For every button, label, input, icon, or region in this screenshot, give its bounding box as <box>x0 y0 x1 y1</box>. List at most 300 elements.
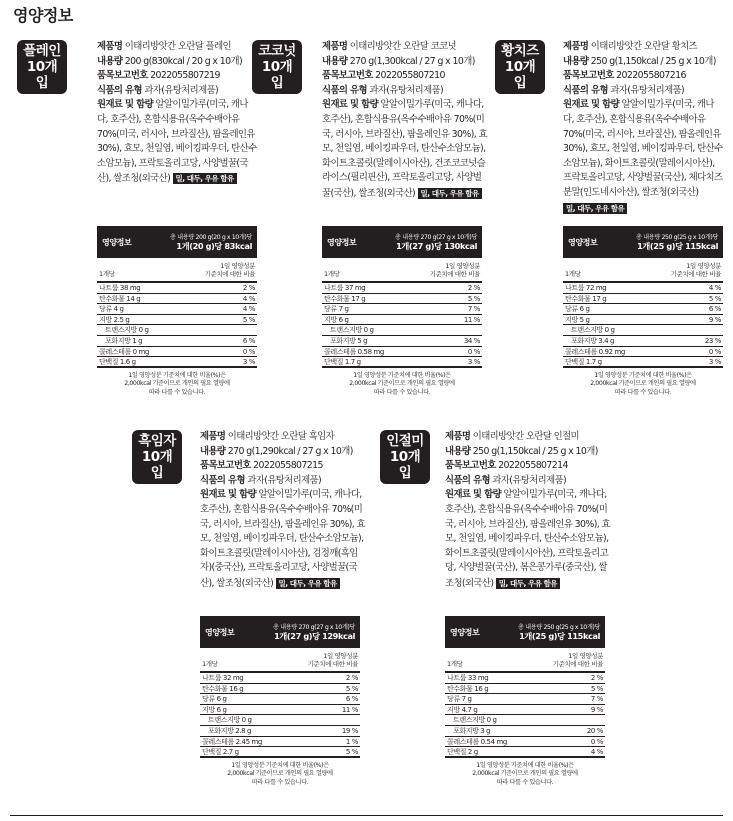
nutrition-header <box>200 616 360 648</box>
footnote-line: 1일 영양성분 기준치에 대한 비율(%)은 <box>231 761 329 769</box>
footnote-line: 1일 영양성분 기준치에 대한 비율(%)은 <box>353 371 451 379</box>
nutrition-header <box>563 226 723 258</box>
nutrient-amount: 0 g <box>486 716 497 725</box>
nutrient-percent: 6 % <box>345 695 358 704</box>
nutrition-table <box>200 616 360 787</box>
nutrient-name: 탄수화물 <box>99 294 125 303</box>
report-no-label: 품목보고번호 <box>97 70 148 82</box>
per-piece-kcal: 1개(20 g)당 83kcal <box>176 241 252 251</box>
footnote-line: 따라 다를 수 있습니다. <box>251 778 309 786</box>
nutrition-footnote <box>200 762 360 788</box>
serving-label: 1개당 <box>324 270 340 278</box>
footnote-line: 2,000kcal 기준이므로 개인의 필요 열량에 <box>124 380 230 388</box>
nutrient-name: 콜레스테롤 <box>202 737 234 746</box>
food-type-label: 식품의 유형 <box>322 84 367 96</box>
nutrient-name: 탄수화물 <box>447 684 473 693</box>
nutrient-row <box>200 694 360 705</box>
nutrient-rows <box>322 283 482 368</box>
nutrient-amount: 6 g <box>338 315 349 324</box>
nutrient-row <box>97 347 257 358</box>
nutrient-name: 포화지방 <box>453 726 479 735</box>
nutrient-percent: 5 % <box>708 294 721 303</box>
nutrient-row <box>563 283 723 294</box>
product-info <box>322 40 487 202</box>
nutrient-row <box>322 325 482 336</box>
net-content: 270 g(1,290kcal / 27 g x 10개) <box>227 445 353 457</box>
net-content-label: 내용량 <box>97 55 123 67</box>
nutrient-name: 지방 <box>99 315 112 324</box>
nutrient-amount: 1.7 g <box>344 358 361 367</box>
nutrient-name: 지방 <box>324 315 337 324</box>
nutrition-subheader <box>322 258 482 283</box>
nutrient-percent: 4 % <box>708 284 721 292</box>
nutrient-amount: 38 mg <box>119 284 141 292</box>
report-no: 2022055807216 <box>616 70 686 82</box>
nutrient-percent: 0 % <box>590 737 603 746</box>
nutrient-name-amount <box>202 673 243 683</box>
nutrition-subheader <box>445 648 605 673</box>
badge-count: 10개입 <box>261 59 293 91</box>
nutrient-percent: 7 % <box>467 305 480 314</box>
report-no-label: 품목보고번호 <box>200 460 251 472</box>
food-type-label: 식품의 유형 <box>97 84 142 96</box>
badge-count: 10개입 <box>504 59 536 91</box>
report-no: 2022055807215 <box>253 460 323 472</box>
nutrient-percent: 9 % <box>708 315 721 324</box>
nutrient-name-amount <box>330 325 374 335</box>
badge-count: 10개입 <box>389 449 421 481</box>
nutrient-amount: 7 g <box>461 695 472 704</box>
nutrient-amount: 3.4 g <box>598 336 615 345</box>
nutrient-row <box>200 747 360 758</box>
product-name: 이태리방앗간 오란달 흑임자 <box>227 431 335 442</box>
nutrient-name-amount <box>105 325 149 335</box>
nutrient-name-amount <box>105 336 142 346</box>
dv-header-1: 1일 영양성분 <box>220 262 255 270</box>
footnote-line: 따라 다를 수 있습니다. <box>373 388 431 396</box>
nutrient-amount: 0 g <box>241 716 252 725</box>
nutrition-subheader <box>97 258 257 283</box>
nutrient-name-amount <box>99 294 140 304</box>
dv-header-1: 1일 영양성분 <box>568 652 603 660</box>
nutrient-name: 포화지방 <box>208 726 234 735</box>
badge-flavor: 인절미 <box>386 433 424 449</box>
footnote-line: 1일 영양성분 기준치에 대한 비율(%)은 <box>476 761 574 769</box>
nutrition-table <box>97 226 257 397</box>
nutrition-footnote <box>322 372 482 398</box>
nutrient-amount: 4 g <box>113 305 124 314</box>
nutrient-amount: 0 mg <box>132 347 149 356</box>
nutrient-percent: 6 % <box>242 336 255 345</box>
product-name-label: 제품명 <box>445 431 471 442</box>
nutrient-percent: 5 % <box>345 684 358 693</box>
serving-label: 1개당 <box>447 660 463 668</box>
nutrient-name-amount <box>202 747 239 756</box>
product-name-label: 제품명 <box>563 41 589 52</box>
nutrient-row <box>322 357 482 368</box>
footnote-line: 따라 다를 수 있습니다. <box>496 778 554 786</box>
dv-header-1: 1일 영양성분 <box>445 262 480 270</box>
ingredients: 알알이밀가루(미국, 캐나다, 호주산), 혼합식용유(옥수수배아유 70%(미국, 러시아, 브라질산), 팜올레인유 30%), 효모, 천일염, 베이킹파우더, 탄산수소암모늄), 화이트초콜릿(말레이시아산), 건조코코넛슬라이스(필리핀산), 프락토올리고당, 사양벌꿀(국산), 쌀조청(외국산) <box>322 99 487 199</box>
badge-count: 10개입 <box>141 449 173 481</box>
food-type-label: 식품의 유형 <box>200 474 245 486</box>
nutrient-percent: 9 % <box>590 705 603 714</box>
report-no-label: 품목보고번호 <box>445 460 496 472</box>
nutrient-row <box>445 715 605 726</box>
footnote-line: 1일 영양성분 기준치에 대한 비율(%)은 <box>594 371 692 379</box>
food-type: 과자(유탕처리제품) <box>610 84 685 96</box>
nutrient-name: 단백질 <box>99 358 119 367</box>
nutrient-rows <box>97 283 257 368</box>
nutrient-name: 당류 <box>447 695 460 704</box>
per-piece-kcal: 1개(25 g)당 115kcal <box>519 631 600 641</box>
nutrient-amount: 14 g <box>126 294 141 303</box>
nutrition-header <box>445 616 605 648</box>
nutrient-name-amount <box>99 347 149 357</box>
product-name-label: 제품명 <box>97 41 123 52</box>
ingredients: 알알이밀가루(미국, 캐나다, 호주산), 혼합식용유(옥수수배아유 70%(미국, 러시아, 브라질산), 팜올레인유 30%), 효모, 천일염, 베이킹파우더, 탄산수소암모늄), 프락토올리고당, 사양벌꿀(국산), 쌀조청(외국산) <box>97 99 257 185</box>
ingredients: 알알이밀가루(미국, 캐나다, 호주산), 혼합식용유(옥수수배아유 70%(미국, 러시아, 브라질산), 팜올레인유 30%), 효모, 천일염, 베이킹파우더, 탄산수소암모늄), 화이트초콜릿(말레이시아산), 프락토올리고당, 사양벌꿀(국산), 볶은콩가루(중국산), 쌀조청(외국산) <box>445 489 610 589</box>
nutrient-row <box>563 304 723 315</box>
report-no: 2022055807210 <box>375 70 445 82</box>
page-title: 영양정보 <box>13 6 73 25</box>
nutrient-amount: 2 g <box>467 748 478 757</box>
nutrient-percent: 3 % <box>708 358 721 367</box>
nutrient-row <box>200 684 360 695</box>
nutrient-row <box>445 705 605 716</box>
nutrition-title: 영양정보 <box>205 627 235 637</box>
nutrition-title: 영양정보 <box>327 237 357 247</box>
nutrition-table <box>445 616 605 787</box>
product-badge <box>252 40 302 94</box>
nutrient-name: 나트륨 <box>447 674 467 682</box>
nutrient-name-amount <box>565 283 606 293</box>
dv-header-2: 기준치에 대한 비율 <box>670 270 721 278</box>
dv-header-2: 기준치에 대한 비율 <box>204 270 255 278</box>
nutrient-row <box>445 673 605 684</box>
nutrition-header <box>322 226 482 258</box>
net-content: 250 g(1,150kcal / 25 g x 10개) <box>590 55 716 67</box>
badge-count: 10개입 <box>26 59 58 91</box>
nutrient-row <box>563 325 723 336</box>
badge-flavor: 코코넛 <box>258 43 296 59</box>
nutrient-name-amount <box>565 347 625 357</box>
nutrient-name-amount <box>99 304 124 314</box>
nutrient-name: 콜레스테롤 <box>447 737 479 746</box>
allergen-badge: 밀, 대두, 우유 함유 <box>563 203 627 214</box>
nutrient-amount: 4.7 g <box>461 705 478 714</box>
net-content-label: 내용량 <box>445 445 471 457</box>
footnote-line: 따라 다를 수 있습니다. <box>614 388 672 396</box>
net-content: 250 g(1,150kcal / 25 g x 10개) <box>472 445 598 457</box>
nutrient-name: 트랜스지방 <box>453 716 485 725</box>
nutrient-row <box>200 715 360 726</box>
nutrient-percent: 3 % <box>242 358 255 367</box>
serving-label: 1개당 <box>99 270 115 278</box>
nutrient-name: 나트륨 <box>565 284 585 292</box>
ingredients: 알알이밀가루(미국, 캐나다, 호주산), 혼합식용유(옥수수배아유 70%(미국, 러시아, 브라질산), 팜올레인유 30%), 효모, 천일염, 베이킹파우더, 탄산수소암모늄), 화이트초콜릿(말레이시아산), 검정깨(흑임자)(중국산), 프락토올리고당, 사양벌꿀(국산), 쌀조청(외국산) <box>200 489 365 589</box>
badge-flavor: 흑임자 <box>138 433 176 449</box>
dv-header-2: 기준치에 대한 비율 <box>307 660 358 668</box>
nutrient-amount: 17 g <box>351 294 366 303</box>
ingredients-label: 원재료 및 함량 <box>97 99 154 111</box>
nutrient-name-amount <box>571 336 614 346</box>
badge-flavor: 황치즈 <box>501 43 539 59</box>
product-name: 이태리방앗간 오란달 황치즈 <box>590 41 698 52</box>
product-badge <box>380 430 430 484</box>
nutrient-row <box>97 283 257 294</box>
product-name: 이태리방앗간 오란달 인절미 <box>472 431 580 442</box>
nutrient-amount: 1 g <box>132 336 143 345</box>
nutrient-amount: 2.7 g <box>222 748 239 757</box>
nutrient-name: 콜레스테롤 <box>99 347 131 356</box>
nutrient-percent: 5 % <box>590 684 603 693</box>
nutrient-percent: 11 % <box>341 705 358 714</box>
nutrient-name-amount <box>208 715 252 725</box>
total-content: 총 내용량 200 g(20 g x 10개)당 <box>170 234 252 241</box>
nutrient-percent: 34 % <box>463 336 480 345</box>
nutrient-percent: 20 % <box>586 726 603 735</box>
serving-label: 1개당 <box>565 270 581 278</box>
nutrient-name-amount <box>202 684 243 694</box>
ingredients-label: 원재료 및 함량 <box>563 99 620 111</box>
nutrient-amount: 3 g <box>480 726 491 735</box>
food-type: 과자(유탕처리제품) <box>492 474 567 486</box>
nutrient-amount: 37 mg <box>344 284 366 292</box>
nutrient-row <box>200 737 360 748</box>
nutrient-name-amount <box>453 726 490 736</box>
ingredients-label: 원재료 및 함량 <box>445 489 502 501</box>
nutrient-percent: 0 % <box>708 347 721 356</box>
nutrient-amount: 7 g <box>338 305 349 314</box>
allergen-badge: 밀, 대두, 우유 함유 <box>276 578 340 589</box>
nutrient-row <box>563 315 723 326</box>
net-content-label: 내용량 <box>200 445 226 457</box>
nutrient-percent: 4 % <box>242 294 255 303</box>
nutrition-table <box>322 226 482 397</box>
dv-header-2: 기준치에 대한 비율 <box>429 270 480 278</box>
nutrient-name-amount <box>453 715 497 725</box>
product-name-label: 제품명 <box>322 41 348 52</box>
nutrient-amount: 72 mg <box>585 284 607 292</box>
food-type: 과자(유탕처리제품) <box>144 84 219 96</box>
product-badge <box>17 40 67 94</box>
nutrient-name: 트랜스지방 <box>105 326 137 335</box>
nutrition-header <box>97 226 257 258</box>
nutrient-row <box>200 673 360 684</box>
nutrient-name-amount <box>565 294 606 304</box>
nutrient-row <box>97 357 257 368</box>
per-piece-kcal: 1개(27 g)당 129kcal <box>274 631 355 641</box>
nutrient-percent: 2 % <box>345 674 358 682</box>
nutrient-row <box>445 684 605 695</box>
nutrient-amount: 2.5 g <box>113 315 130 324</box>
nutrient-row <box>97 336 257 347</box>
nutrient-row <box>322 347 482 358</box>
allergen-badge: 밀, 대두, 우유 함유 <box>173 173 237 184</box>
nutrient-name-amount <box>324 294 365 304</box>
nutrient-name-amount <box>565 304 590 314</box>
nutrient-name: 지방 <box>202 705 215 714</box>
nutrient-name: 나트륨 <box>202 674 222 682</box>
nutrient-name: 당류 <box>565 305 578 314</box>
nutrient-percent: 4 % <box>590 748 603 757</box>
nutrient-row <box>97 325 257 336</box>
report-no-label: 품목보고번호 <box>563 70 614 82</box>
nutrient-row <box>322 336 482 347</box>
nutrient-percent: 5 % <box>467 294 480 303</box>
nutrient-row <box>445 726 605 737</box>
nutrient-row <box>563 357 723 368</box>
nutrient-name-amount <box>330 336 367 346</box>
nutrient-percent: 0 % <box>467 347 480 356</box>
nutrient-name-amount <box>99 315 129 325</box>
per-piece-kcal: 1개(25 g)당 115kcal <box>637 241 718 251</box>
footnote-line: 2,000kcal 기준이므로 개인의 필요 열량에 <box>227 770 333 778</box>
nutrient-amount: 0.58 mg <box>357 347 384 356</box>
nutrient-percent: 2 % <box>242 284 255 292</box>
nutrient-row <box>322 304 482 315</box>
nutrient-amount: 0.92 mg <box>598 347 625 356</box>
allergen-badge: 밀, 대두, 우유 함유 <box>496 578 560 589</box>
total-content: 총 내용량 250 g(25 g x 10개)당 <box>518 624 600 631</box>
product-info <box>563 40 723 216</box>
allergen-badge: 밀, 대두, 우유 함유 <box>418 188 482 199</box>
nutrition-title: 영양정보 <box>102 237 132 247</box>
nutrient-amount: 0.54 mg <box>480 737 507 746</box>
nutrient-name-amount <box>324 357 361 366</box>
nutrient-name-amount <box>565 357 602 366</box>
nutrient-name-amount <box>99 283 140 293</box>
serving-label: 1개당 <box>202 660 218 668</box>
nutrition-footnote <box>563 372 723 398</box>
nutrient-name: 콜레스테롤 <box>324 347 356 356</box>
nutrient-name: 트랜스지방 <box>208 716 240 725</box>
nutrient-row <box>97 304 257 315</box>
product-name: 이태리방앗간 오란달 코코넛 <box>349 41 457 52</box>
nutrient-name: 트랜스지방 <box>571 326 603 335</box>
nutrient-amount: 16 g <box>229 684 244 693</box>
nutrient-name-amount <box>447 737 507 747</box>
nutrient-name-amount <box>571 325 615 335</box>
nutrient-amount: 0 g <box>138 326 149 335</box>
nutrient-name-amount <box>447 684 488 694</box>
bottom-divider <box>10 815 723 816</box>
nutrient-name: 단백질 <box>202 748 222 757</box>
footnote-line: 따라 다를 수 있습니다. <box>148 388 206 396</box>
net-content: 270 g(1,300kcal / 27 g x 10개) <box>349 55 475 67</box>
nutrient-percent: 5 % <box>345 748 358 757</box>
nutrient-name-amount <box>324 315 349 325</box>
product-info <box>445 430 613 592</box>
net-content-label: 내용량 <box>322 55 348 67</box>
nutrient-amount: 2.45 mg <box>235 737 262 746</box>
ingredients-label: 원재료 및 함량 <box>322 99 379 111</box>
nutrient-amount: 1.7 g <box>585 358 602 367</box>
nutrient-row <box>322 315 482 326</box>
nutrient-row <box>563 294 723 305</box>
product-badge <box>132 430 182 484</box>
nutrient-row <box>322 294 482 305</box>
nutrient-percent: 11 % <box>463 315 480 324</box>
nutrient-row <box>563 347 723 358</box>
nutrient-name-amount <box>202 694 227 704</box>
product-info <box>200 430 368 592</box>
footnote-line: 2,000kcal 기준이므로 개인의 필요 열량에 <box>590 380 696 388</box>
footnote-line: 2,000kcal 기준이므로 개인의 필요 열량에 <box>349 380 455 388</box>
nutrient-name-amount <box>565 315 590 325</box>
ingredients-label: 원재료 및 함량 <box>200 489 257 501</box>
nutrient-row <box>200 705 360 716</box>
nutrient-name: 당류 <box>202 695 215 704</box>
nutrient-percent: 6 % <box>708 305 721 314</box>
nutrient-name: 단백질 <box>565 358 585 367</box>
nutrient-amount: 33 mg <box>467 674 489 682</box>
nutrient-name-amount <box>324 304 349 314</box>
nutrient-name-amount <box>324 347 384 357</box>
nutrition-subheader <box>200 648 360 673</box>
nutrient-name: 탄수화물 <box>324 294 350 303</box>
nutrition-footnote <box>97 372 257 398</box>
nutrient-amount: 6 g <box>579 305 590 314</box>
nutrient-row <box>200 726 360 737</box>
nutrient-name-amount <box>324 283 365 293</box>
nutrient-name: 단백질 <box>324 358 344 367</box>
nutrient-row <box>322 283 482 294</box>
nutrition-subheader <box>563 258 723 283</box>
nutrient-amount: 17 g <box>592 294 607 303</box>
dv-header-1: 1일 영양성분 <box>323 652 358 660</box>
product-name-label: 제품명 <box>200 431 226 442</box>
nutrient-amount: 1.6 g <box>119 358 136 367</box>
nutrient-name: 당류 <box>99 305 112 314</box>
total-content: 총 내용량 270 g(27 g x 10개)당 <box>395 234 477 241</box>
per-piece-kcal: 1개(27 g)당 130kcal <box>396 241 477 251</box>
nutrient-amount: 6 g <box>216 705 227 714</box>
nutrient-amount: 16 g <box>474 684 489 693</box>
ingredients: 알알이밀가루(미국, 캐나다, 호주산), 혼합식용유(옥수수배아유 70%(미국, 러시아, 브라질산), 팜올레인유 30%), 효모, 천일염, 베이킹파우더, 탄산수소암모늄), 화이트초콜릿(말레이시아산), 프락토올리고당, 사양벌꿀(국산), 체다치즈분말(인도네시아산), 쌀조청(외국산) <box>563 99 723 198</box>
product-info <box>97 40 257 187</box>
footnote-line: 2,000kcal 기준이므로 개인의 필요 열량에 <box>472 770 578 778</box>
nutrient-name: 탄수화물 <box>565 294 591 303</box>
nutrient-rows <box>563 283 723 368</box>
nutrition-table <box>563 226 723 397</box>
nutrient-percent: 2 % <box>467 284 480 292</box>
nutrient-name-amount <box>447 694 472 704</box>
nutrient-rows <box>200 673 360 758</box>
nutrient-amount: 32 mg <box>222 674 244 682</box>
nutrient-name: 포화지방 <box>571 336 597 345</box>
net-content-label: 내용량 <box>563 55 589 67</box>
nutrient-percent: 0 % <box>242 347 255 356</box>
nutrition-title: 영양정보 <box>568 237 598 247</box>
product-badge <box>495 40 545 94</box>
nutrient-row <box>445 747 605 758</box>
report-no-label: 품목보고번호 <box>322 70 373 82</box>
nutrient-row <box>563 336 723 347</box>
nutrient-name: 지방 <box>447 705 460 714</box>
nutrient-amount: 0 g <box>363 326 374 335</box>
nutrient-row <box>445 737 605 748</box>
food-type: 과자(유탕처리제품) <box>369 84 444 96</box>
badge-flavor: 플레인 <box>23 43 61 59</box>
nutrition-title: 영양정보 <box>450 627 480 637</box>
nutrient-row <box>445 694 605 705</box>
food-type-label: 식품의 유형 <box>563 84 608 96</box>
nutrient-name-amount <box>447 705 477 715</box>
nutrient-amount: 2.8 g <box>235 726 252 735</box>
report-no: 2022055807214 <box>498 460 568 472</box>
